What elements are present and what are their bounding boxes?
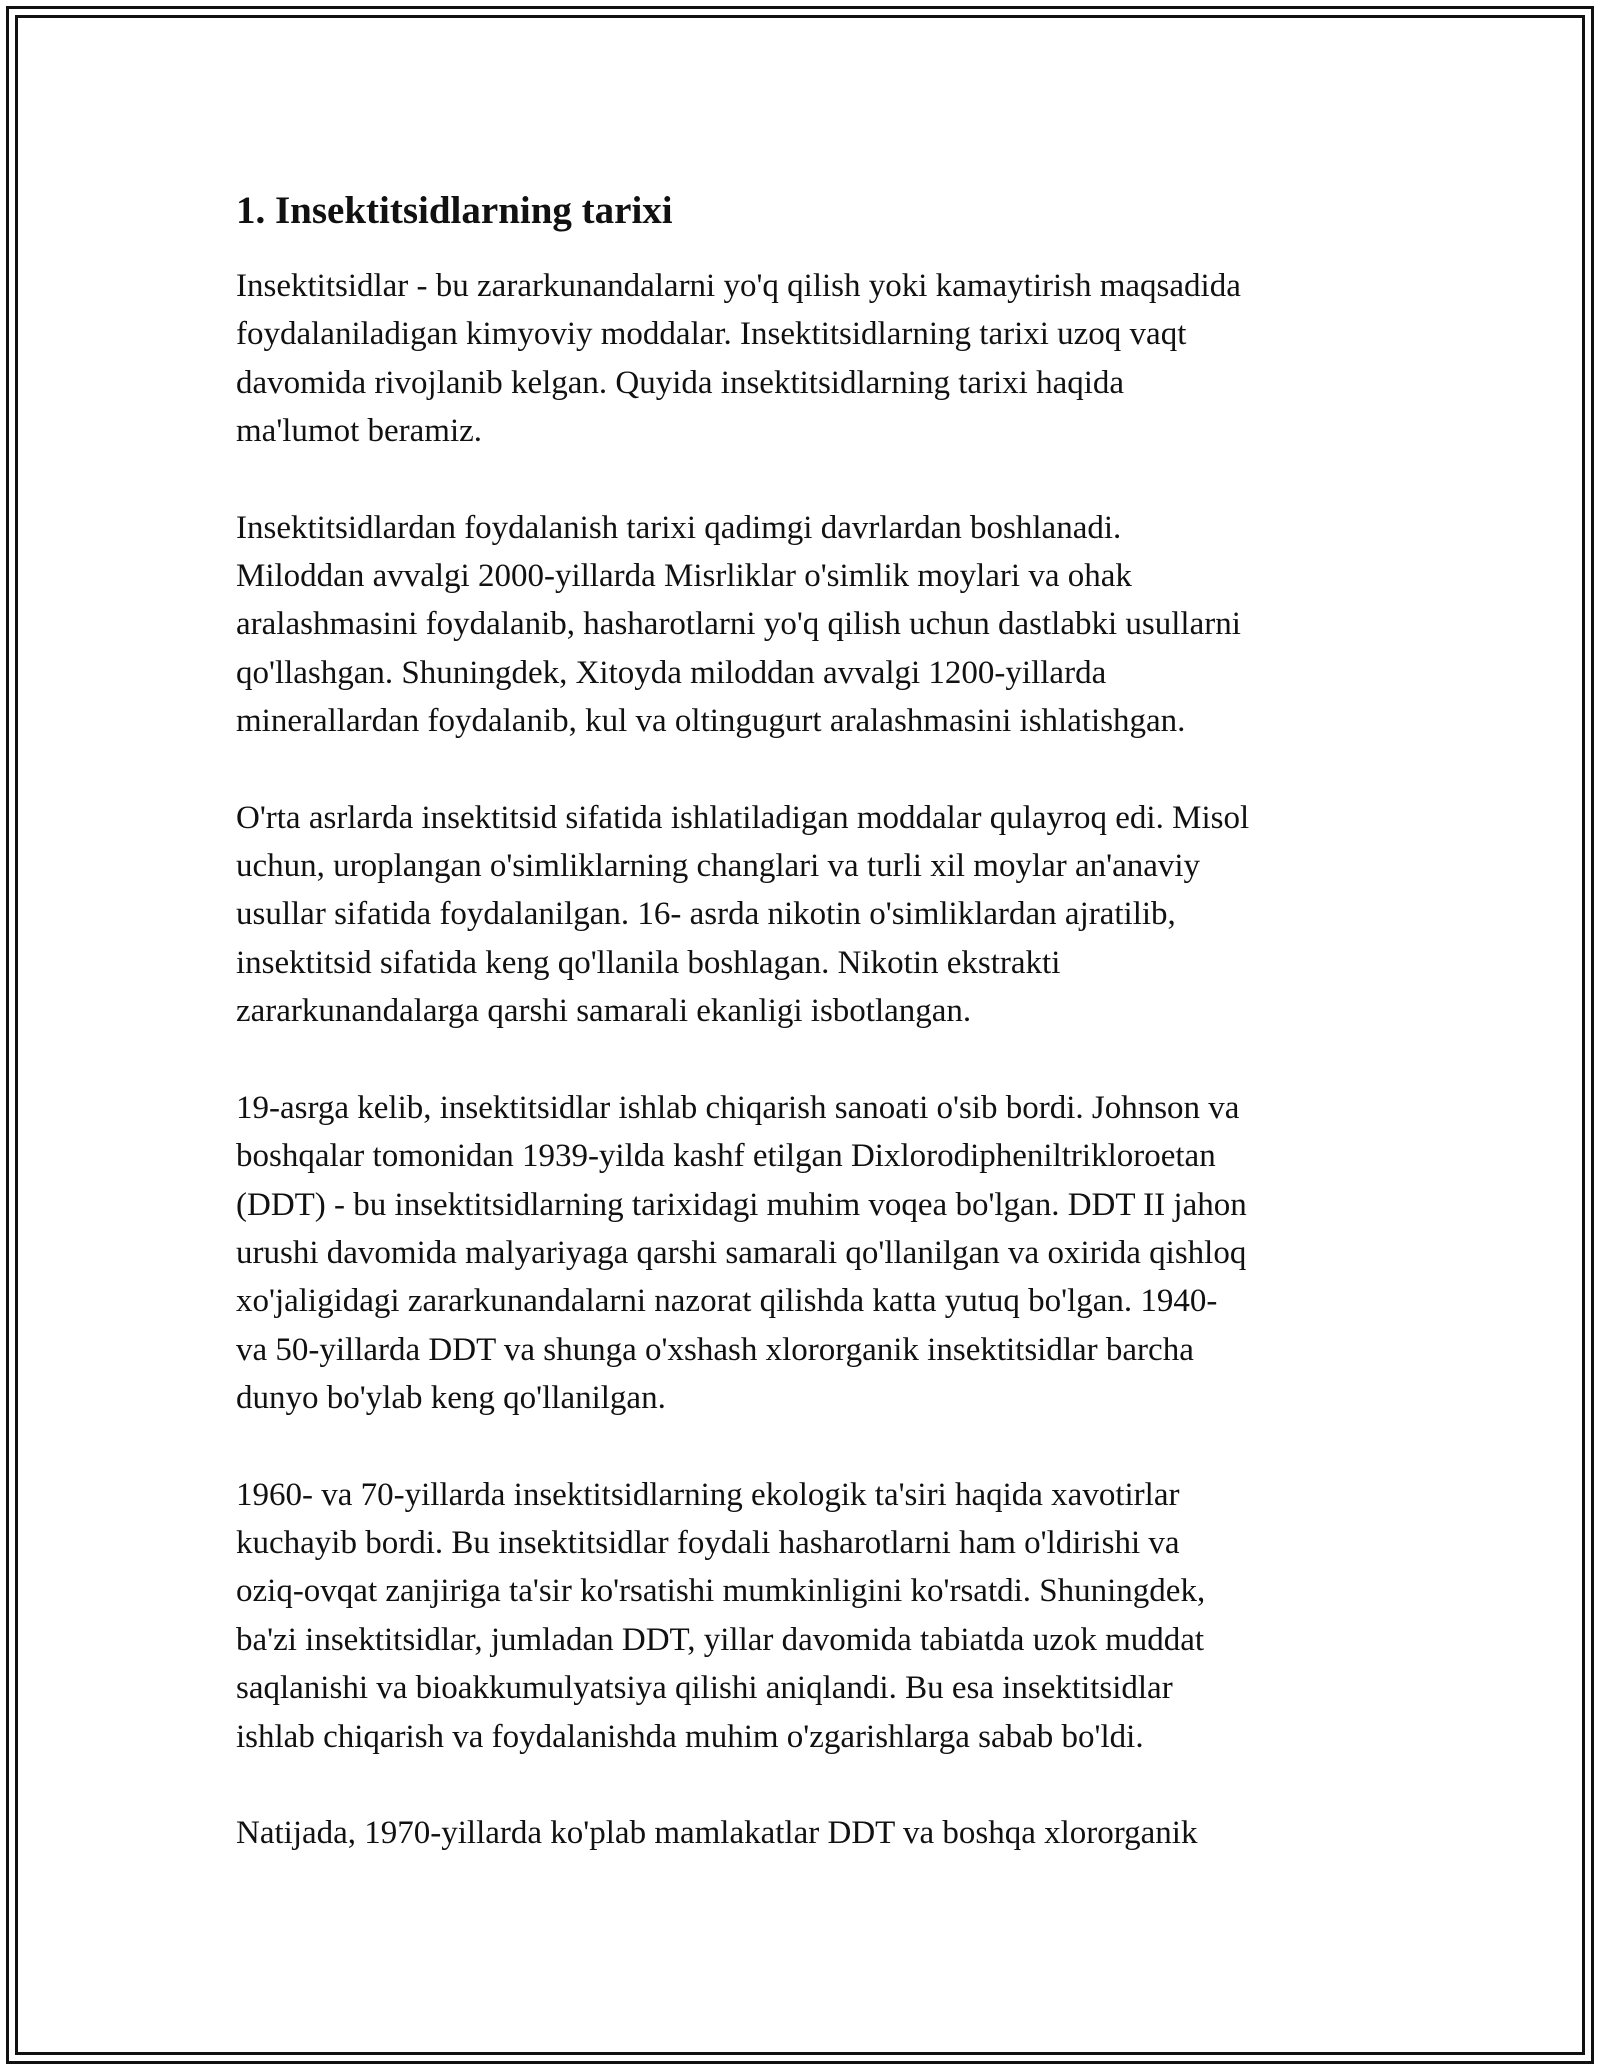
paragraph-middle-ages: O'rta asrlarda insektitsid sifatida ishlatiladigan moddalar qulayroq edi. Misol uchun, uroplangan o'simliklarning changlari va turli xil moylar an'anaviy usullar sifatida foydalanilgan. 16- asrda nikotin o'simliklardan ajratilib, insektitsid sifatida keng qo'llanila boshlagan. Nikotin ekstrakti zararkunandalarga qarshi samarali ekanligi isbotlangan. [236, 799, 1250, 1030]
paragraph-19th-century-ddt: 19-asrga kelib, insektitsidlar ishlab chiqarish sanoati o'sib bordi. Johnson va boshqalar tomonidan 1939-yilda kashf etilgan Dixlorodipheniltrikloroetan (DDT) - bu insektitsidlarning tarixidagi muhim voqea bo'lgan. DDT II jahon urushi davomida malyariyaga qarshi samarali qo'llanilgan va oxirida qishloq xo'jaligidagi zararkunandalarni nazorat qilishda katta yutuq bo'lgan. 1940- va 50-yillarda DDT va shunga o'xshash xlororganik insektitsidlar barcha dunyo bo'ylab keng qo'llanilgan. [236, 1089, 1247, 1417]
section-heading: 1. Insektitsidlarning tarixi [236, 189, 673, 232]
paragraph-ancient-history: Insektitsidlardan foydalanish tarixi qadimgi davrlardan boshlanadi. Miloddan avvalgi 2000-yillarda Misrliklar o'simlik moylari va ohak aralashmasini foydalanib, hasharotlarni yo'q qilish uchun dastlabki usullarni qo'llashgan. Shuningdek, Xitoyda miloddan avvalgi 1200-yillarda minerallardan foydalanib, kul va oltingugurt aralashmasini ishlatishgan. [236, 509, 1241, 740]
document-body [236, 184, 1368, 1905]
paragraph-intro: Insektitsidlar - bu zararkunandalarni yo'q qilish yoki kamaytirish maqsadida foydalaniladigan kimyoviy moddalar. Insektitsidlarning tarixi uzoq vaqt davomida rivojlanib kelgan. Quyida insektitsidlarning tarixi haqida ma'lumot beramiz. [236, 268, 1241, 450]
paragraph-conclusion: Natijada, 1970-yillarda ko'plab mamlakatlar DDT va boshqa xlororganik [236, 1814, 1198, 1851]
paragraph-ecological-concerns: 1960- va 70-yillarda insektitsidlarning ekologik ta'siri haqida xavotirlar kuchayib bordi. Bu insektitsidlar foydali hasharotlarni ham o'ldirishi va oziq-ovqat zanjiriga ta'sir ko'rsatishi mumkinligini ko'rsatdi. Shuningdek, ba'zi insektitsidlar, jumladan DDT, yillar davomida tabiatda uzok muddat saqlanishi va bioakkumulyatsiya qilishi aniqlandi. Bu esa insektitsidlar ishlab chiqarish va foydalanishda muhim o'zgarishlarga sabab bo'ldi. [236, 1476, 1206, 1755]
